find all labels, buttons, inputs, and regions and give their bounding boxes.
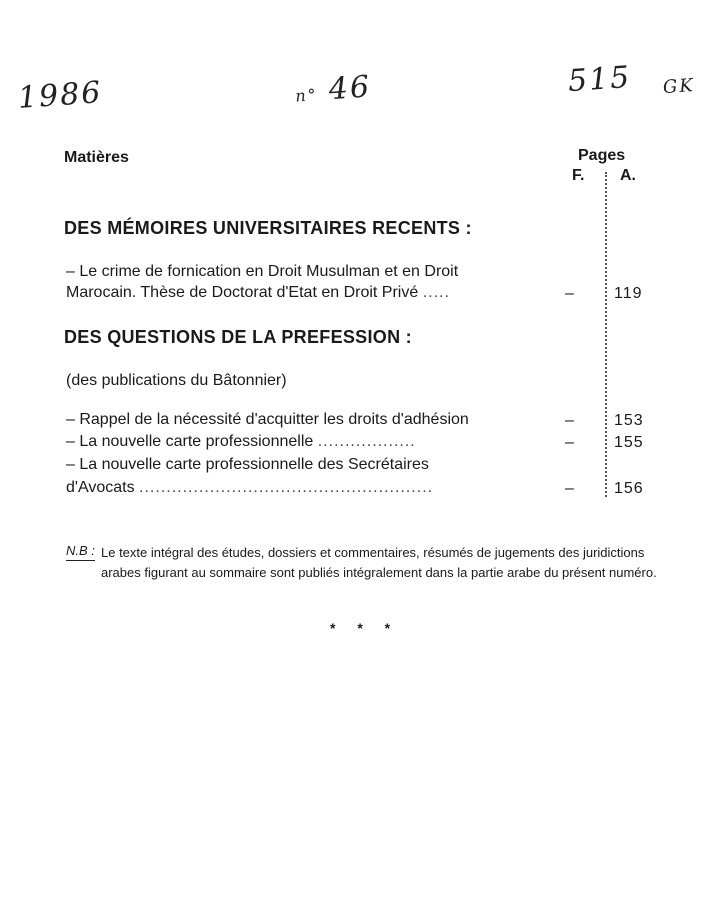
column-a-label: A. [620, 167, 636, 184]
matieres-heading: Matières [64, 149, 129, 166]
page-a-value: 153 [614, 412, 644, 429]
dot-leader: ..... [422, 284, 450, 301]
page-a-value: 119 [614, 285, 643, 302]
column-divider [605, 172, 607, 497]
page-f-value: – [565, 412, 574, 429]
dot-leader: .................. [317, 433, 416, 450]
handwritten-reference: 515 [566, 59, 633, 100]
section-title-profession: DES QUESTIONS DE LA PREFESSION : [64, 327, 412, 347]
section-separator: * * * [330, 620, 391, 636]
handwritten-number: 46 [327, 69, 373, 108]
page-f-value: – [565, 480, 574, 497]
toc-entry-text: – Rappel de la nécessité d'acquitter les droits d'adhésion [66, 411, 469, 428]
toc-entry-line2: Marocain. Thèse de Doctorat d'Etat en Droit Privé [66, 284, 419, 301]
toc-entry-line2: d'Avocats [66, 479, 135, 496]
page-a-value: 156 [614, 480, 644, 497]
page-f-value: – [565, 434, 574, 451]
note-text: Le texte intégral des études, dossiers et commentaires, résumés de jugements des juridictions arabes figurant au sommaire sont publiés intégralement dans la partie arabe du présent numéro. [101, 545, 657, 580]
dot-leader: ...................................................... [139, 479, 434, 496]
handwritten-number-prefix: n° [294, 85, 319, 106]
handwritten-year: 1986 [16, 75, 104, 116]
page-f-value: – [565, 285, 574, 302]
toc-entry-text: – Le crime de fornication en Droit Musulman et en Droit [66, 263, 459, 280]
handwritten-issue-number [294, 69, 372, 109]
section-title-memoires: DES MÉMOIRES UNIVERSITAIRES RECENTS : [64, 218, 472, 238]
page-a-value: 155 [614, 434, 644, 451]
handwritten-code: GK [662, 74, 696, 99]
toc-entry-text [66, 479, 433, 497]
section-subtitle: (des publications du Bâtonnier) [66, 372, 287, 389]
toc-entry-text [66, 433, 416, 451]
toc-entry-text: – La nouvelle carte professionnelle des Secrétaires [66, 456, 429, 473]
note-label: N.B : [66, 543, 95, 561]
toc-entry-line1: – La nouvelle carte professionnelle [66, 433, 314, 450]
column-f-label: F. [572, 167, 585, 184]
pages-heading: Pages [578, 147, 626, 164]
toc-entry-text [66, 284, 450, 302]
